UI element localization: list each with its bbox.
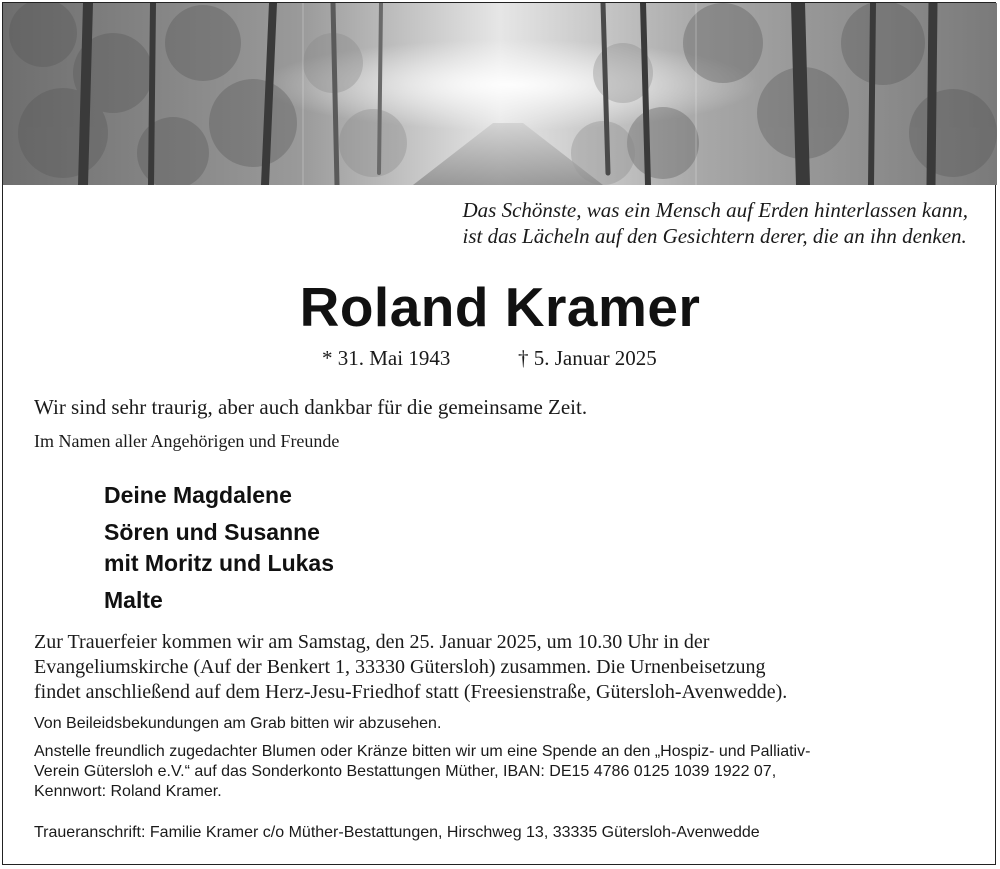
donation-line: Kennwort: Roland Kramer. bbox=[34, 783, 222, 800]
ceremony-line: findet anschließend auf dem Herz-Jesu-Friedhof statt (Freesienstraße, Gütersloh-Avenwedde). bbox=[34, 681, 788, 703]
donation-line: Verein Gütersloh e.V.“ auf das Sonderkonto Bestattungen Müther, IBAN: DE15 4786 0125 1039 1922 07, bbox=[34, 763, 777, 780]
death-date: † 5. Januar 2025 bbox=[518, 346, 657, 370]
quote-line: Das Schönste, was ein Mensch auf Erden hinterlassen kann, bbox=[462, 198, 968, 222]
grief-sentence: Wir sind sehr traurig, aber auch dankbar für die gemeinsame Zeit. bbox=[34, 395, 588, 419]
condolences-note: Von Beileidsbekundungen am Grab bitten wir abzusehen. bbox=[34, 715, 442, 732]
birth-date: * 31. Mai 1943 bbox=[322, 346, 451, 370]
family-member: Deine Magdalene bbox=[104, 482, 292, 508]
family-member: Malte bbox=[104, 587, 163, 613]
family-member: mit Moritz und Lukas bbox=[104, 550, 334, 576]
family-signatures bbox=[104, 480, 334, 616]
deceased-name: Roland Kramer bbox=[299, 276, 701, 338]
mourning-address: Traueranschrift: Familie Kramer c/o Müther-Bestattungen, Hirschweg 13, 33335 Gütersloh-Avenwedde bbox=[34, 824, 760, 841]
on-behalf-line: Im Namen aller Angehörigen und Freunde bbox=[34, 431, 340, 451]
donation-line: Anstelle freundlich zugedachter Blumen oder Kränze bitten wir um eine Spende an den „Hospiz- und Palliativ- bbox=[34, 743, 811, 760]
ceremony-details bbox=[34, 630, 984, 705]
donation-note bbox=[34, 742, 810, 802]
quote-line: ist das Lächeln auf den Gesichtern derer, die an ihn denken. bbox=[462, 224, 967, 248]
family-member: Sören und Susanne bbox=[104, 519, 320, 545]
memorial-quote bbox=[463, 197, 969, 249]
forest-path-photo bbox=[3, 3, 997, 185]
ceremony-line: Evangeliumskirche (Auf der Benkert 1, 33330 Gütersloh) zusammen. Die Urnenbeisetzung bbox=[34, 656, 766, 678]
ceremony-line: Zur Trauerfeier kommen wir am Samstag, den 25. Januar 2025, um 10.30 Uhr in der bbox=[34, 631, 710, 653]
